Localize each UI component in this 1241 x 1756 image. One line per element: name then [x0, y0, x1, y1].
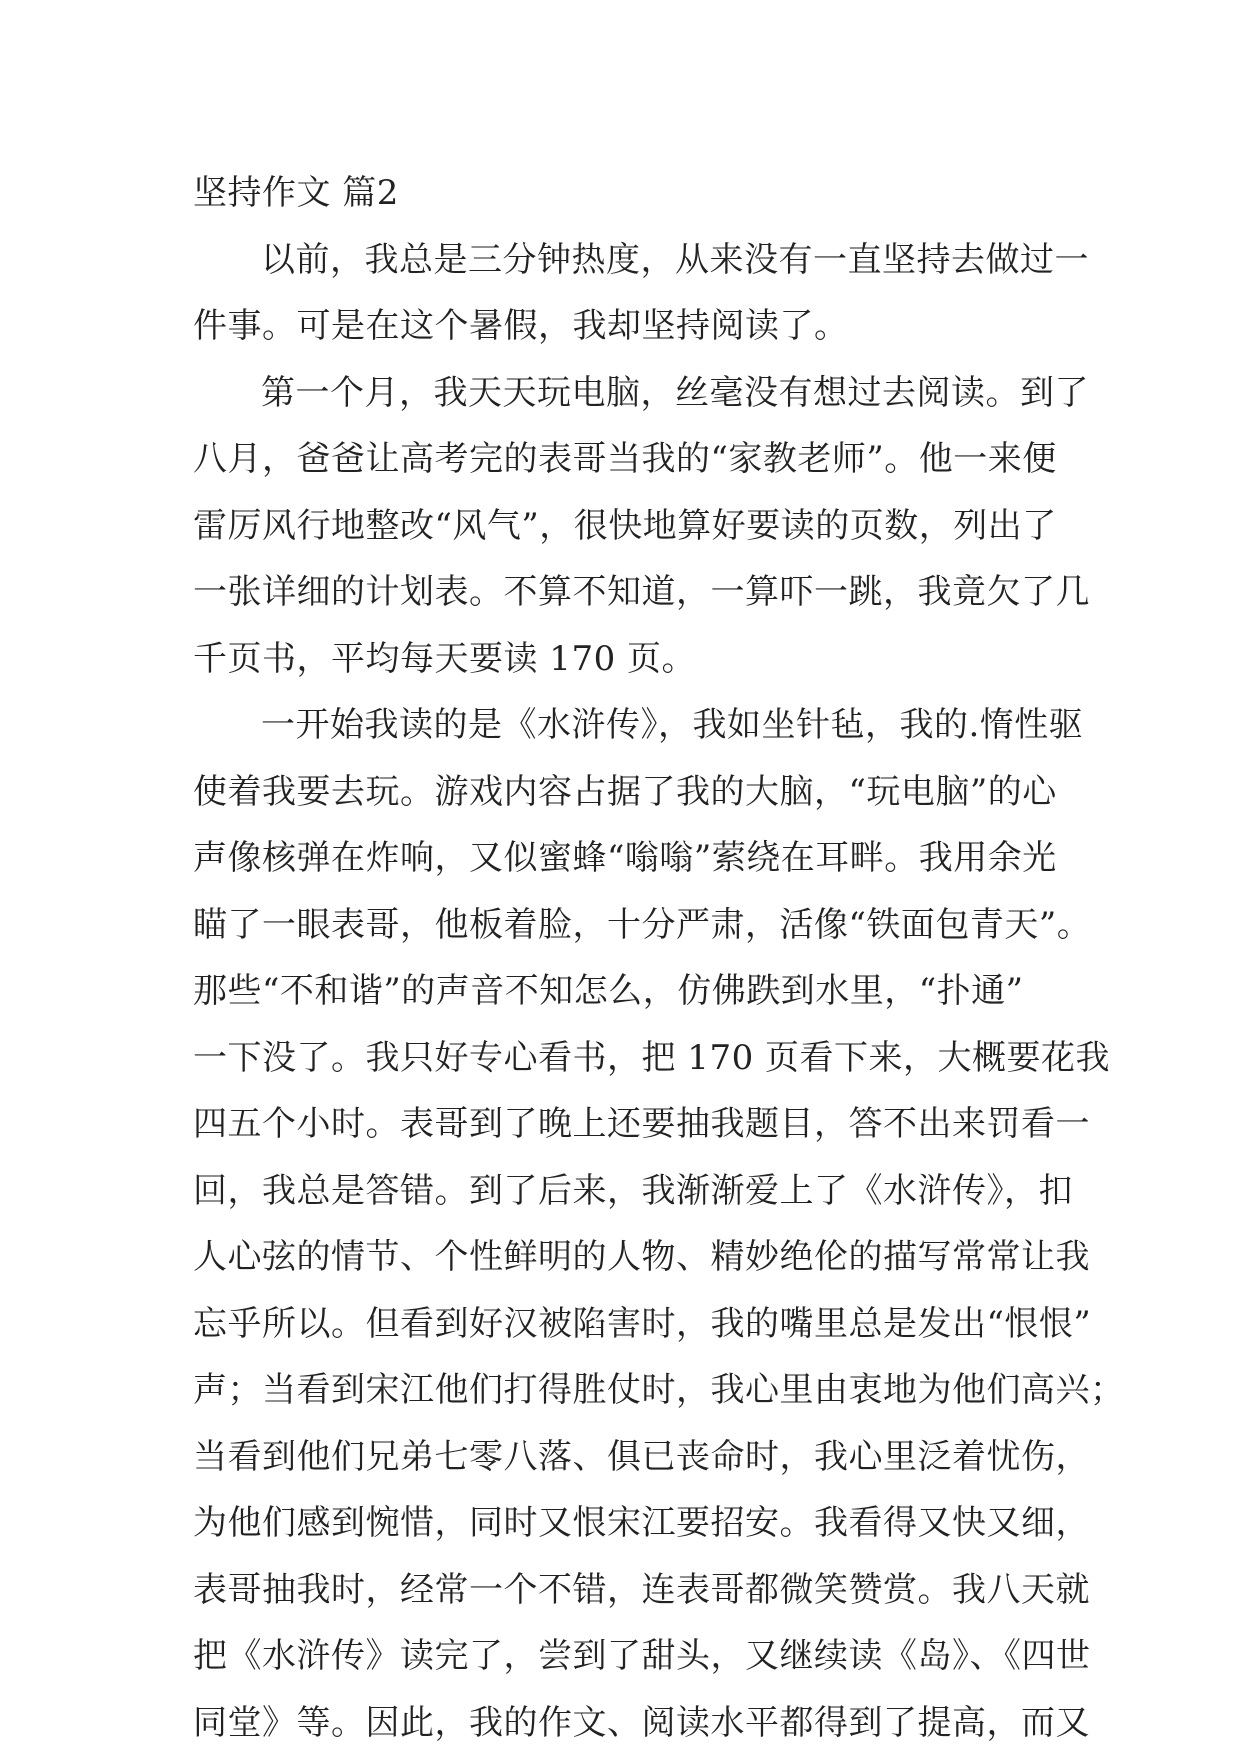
essay-line: 声；当看到宋江他们打得胜仗时，我心里由衷地为他们高兴； [193, 1357, 1073, 1424]
essay-line: 以前，我总是三分钟热度，从来没有一直坚持去做过一 [193, 227, 1073, 294]
essay-line: 一开始我读的是《水浒传》，我如坐针毡，我的.惰性驱 [193, 692, 1073, 759]
essay-line: 忘乎所以。但看到好汉被陷害时，我的嘴里总是发出“恨恨” [193, 1291, 1073, 1358]
essay-line: 件事。可是在这个暑假，我却坚持阅读了。 [193, 293, 1073, 360]
essay-line: 声像核弹在炸响，又似蜜蜂“嗡嗡”萦绕在耳畔。我用余光 [193, 825, 1073, 892]
essay-line: 一下没了。我只好专心看书，把 170 页看下来，大概要花我 [193, 1025, 1073, 1092]
essay-line: 一张详细的计划表。不算不知道，一算吓一跳，我竟欠了几 [193, 559, 1073, 626]
essay-line: 把《水浒传》读完了，尝到了甜头，又继续读《岛》、《四世 [193, 1623, 1073, 1690]
essay-line: 瞄了一眼表哥，他板着脸，十分严肃，活像“铁面包青天”。 [193, 892, 1073, 959]
essay-body [193, 160, 1073, 1756]
essay-title: 坚持作文 篇2 [193, 160, 1073, 227]
essay-line: 那些“不和谐”的声音不知怎么，仿佛跌到水里，“扑通” [193, 958, 1073, 1025]
essay-line: 回，我总是答错。到了后来，我渐渐爱上了《水浒传》，扣 [193, 1158, 1073, 1225]
essay-line: 同堂》等。因此，我的作文、阅读水平都得到了提高，而又 [193, 1690, 1073, 1756]
essay-line: 八月，爸爸让高考完的表哥当我的“家教老师”。他一来便 [193, 426, 1073, 493]
essay-line: 第一个月，我天天玩电脑，丝毫没有想过去阅读。到了 [193, 360, 1073, 427]
essay-line: 为他们感到惋惜，同时又恨宋江要招安。我看得又快又细， [193, 1490, 1073, 1557]
essay-line: 四五个小时。表哥到了晚上还要抽我题目，答不出来罚看一 [193, 1091, 1073, 1158]
essay-line: 雷厉风行地整改“风气”，很快地算好要读的页数，列出了 [193, 493, 1073, 560]
essay-line: 使着我要去玩。游戏内容占据了我的大脑，“玩电脑”的心 [193, 759, 1073, 826]
essay-line: 千页书，平均每天要读 170 页。 [193, 626, 1073, 693]
essay-line: 人心弦的情节、个性鲜明的人物、精妙绝伦的描写常常让我 [193, 1224, 1073, 1291]
essay-line: 表哥抽我时，经常一个不错，连表哥都微笑赞赏。我八天就 [193, 1557, 1073, 1624]
essay-line: 当看到他们兄弟七零八落、俱已丧命时，我心里泛着忧伤， [193, 1424, 1073, 1491]
